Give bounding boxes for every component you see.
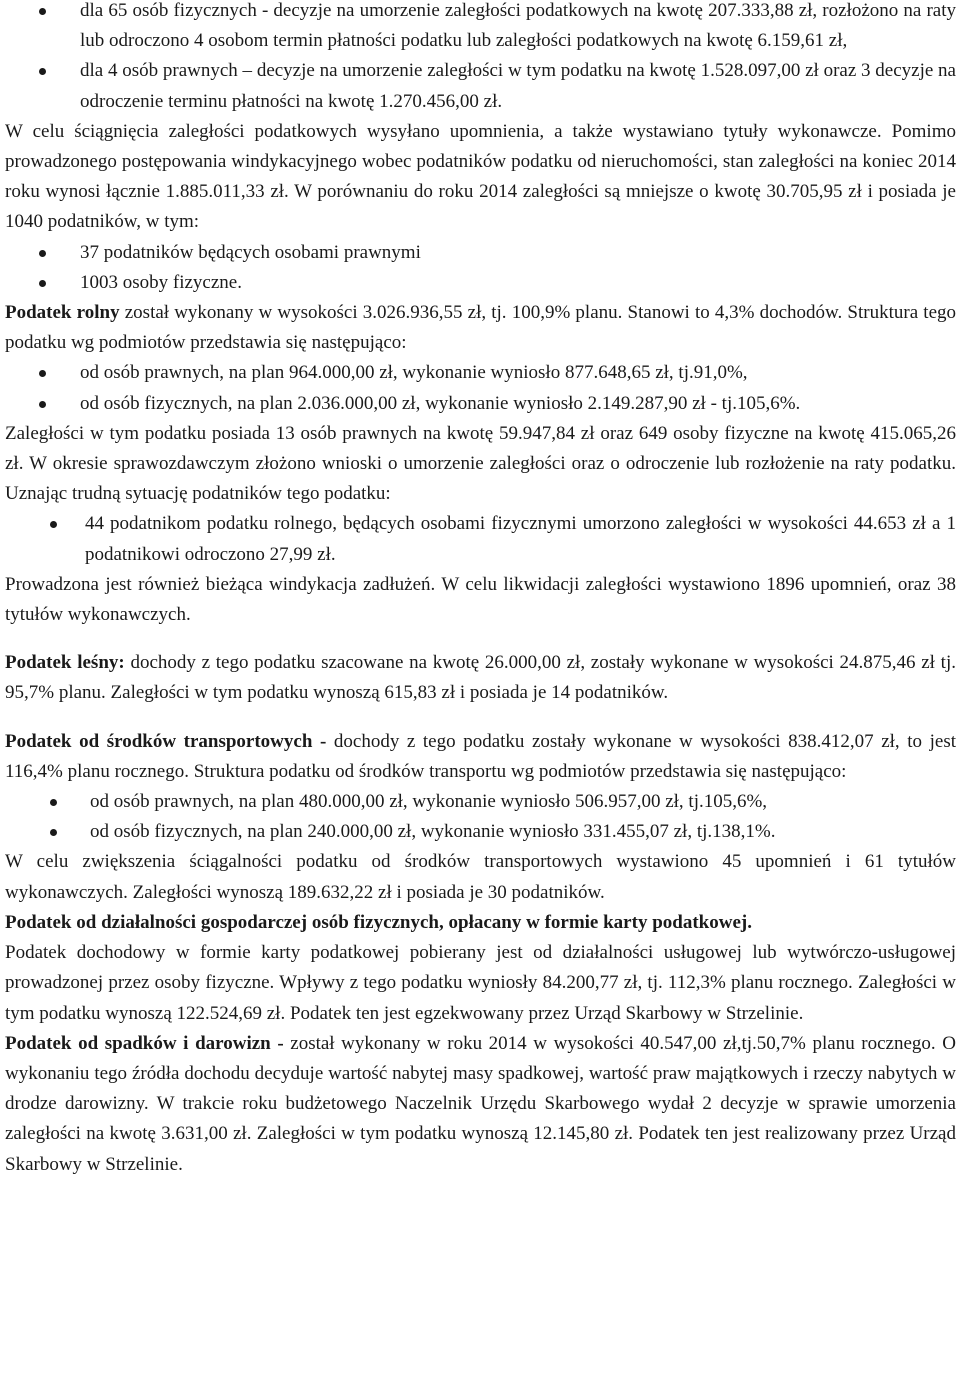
paragraph-text: dochody z tego podatku szacowane na kwotę 26.000,00 zł, zostały wykonane w wysokości 24.875,46 zł tj. 95,7% planu. Zaległości w tym podatku wynoszą 615,83 zł i posiada je 14 podatników.	[5, 652, 956, 704]
bullet-list-podatnicy	[5, 238, 956, 298]
list-item: 37 podatników będących osobami prawnymi	[5, 238, 956, 268]
list-item: 44 podatnikom podatku rolnego, będących osobami fizycznymi umorzono zaległości w wysokości 44.653 zł a 1 podatnikowi odroczono 27,99 zł.	[5, 509, 956, 569]
list-item: dla 65 osób fizycznych - decyzje na umorzenie zaległości podatkowych na kwotę 207.333,88 zł, rozłożono na raty lub odroczono 4 osobom termin płatności podatku lub zaległości podatkowych na kwotę 6.159,61 zł,	[5, 0, 956, 56]
section-heading-lesny: Podatek leśny:	[5, 652, 125, 674]
list-item: od osób fizycznych, na plan 240.000,00 zł, wykonanie wyniosło 331.455,07 zł, tj.138,1%.	[5, 817, 956, 847]
paragraph-text: dochody z tego podatku zostały wykonane w wysokości 838.412,07 zł, to jest 116,4% planu rocznego. Struktura podatku od środków transportu wg podmiotów przedstawia się następująco:	[5, 730, 956, 782]
paragraph-text: został wykonany w roku 2014 w wysokości 40.547,00 zł,tj.50,7% planu rocznego. O wykonaniu tego źródła dochodu decyduje wartość nabytej masy spadkowej, wartość praw majątkowych i rzeczy nabytych w drodze darowizny. W trakcie roku budżetowego Naczelnik Urzędu Skarbowego wydał 2 decyzje w sprawie umorzenia zaległości na kwotę 3.631,00 zł. Zaległości w tym podatku wynoszą 12.145,80 zł. Podatek ten jest realizowany przez Urząd Skarbowy w Strzelinie.	[5, 1032, 956, 1175]
section-heading-rolny: Podatek rolny	[5, 302, 120, 324]
document-page	[5, 0, 956, 1180]
paragraph-podatek-transport	[5, 727, 956, 787]
list-item: od osób prawnych, na plan 480.000,00 zł, wykonanie wyniosło 506.957,00 zł, tj.105,6%,	[5, 787, 956, 817]
bullet-list-umorzenia	[5, 0, 956, 117]
list-item: 1003 osoby fizyczne.	[5, 268, 956, 298]
paragraph-zaleglosci-nieruchomosci: W celu ściągnięcia zaległości podatkowych wysyłano upomnienia, a także wystawiano tytuły wykonawcze. Pomimo prowadzonego postępowania windykacyjnego wobec podatników podatku od nieruchomości, stan zaległości na koniec 2014 roku wynosi łącznie 1.885.011,33 zł. W porównaniu do roku 2014 zaległości są mniejsze o kwotę 30.705,95 zł i posiada je 1040 podatników, w tym:	[5, 120, 956, 233]
list-item: od osób prawnych, na plan 964.000,00 zł, wykonanie wyniosło 877.648,65 zł, tj.91,0%,	[5, 358, 956, 388]
bullet-list-rolny	[5, 358, 956, 418]
paragraph-transport-windykacja: W celu zwiększenia ściągalności podatku od środków transportowych wystawiono 45 upomnień i 61 tytułów wykonawczych. Zaległości wynoszą 189.632,22 zł i posiada je 30 podatników.	[5, 851, 956, 903]
paragraph-podatek-spadki	[5, 1029, 956, 1180]
bullet-list-rolny-umorzenie	[5, 509, 956, 569]
bullet-list-transport	[5, 787, 956, 847]
list-item: od osób fizycznych, na plan 2.036.000,00 zł, wykonanie wyniosło 2.149.287,90 zł - tj.105,6%.	[5, 389, 956, 419]
section-heading-transport: Podatek od środków transportowych -	[5, 730, 327, 752]
paragraph-podatek-rolny	[5, 298, 956, 358]
section-heading-karta	[5, 908, 956, 938]
paragraph-rolny-windykacja: Prowadzona jest również bieżąca windykacja zadłużeń. W celu likwidacji zaległości wystawiono 1896 upomnień, oraz 38 tytułów wykonawczych.	[5, 573, 956, 626]
paragraph-rolny-zaleglosci: Zaległości w tym podatku posiada 13 osób prawnych na kwotę 59.947,84 zł oraz 649 osoby fizyczne na kwotę 415.065,26 zł. W okresie sprawozdawczym złożono wnioski o umorzenie zaległości oraz o odroczenie lub rozłożenie na raty podatku. Uznając trudną sytuację podatników tego podatku:	[5, 422, 956, 505]
paragraph-karta-podatkowa: Podatek dochodowy w formie karty podatkowej pobierany jest od działalności usługowej lub wytwórczo-usługowej prowadzonej przez osoby fizyczne. Wpływy z tego podatku wyniosły 84.200,77 zł, tj. 112,3% planu rocznego. Zaległości w tym podatku wynoszą 122.524,69 zł. Podatek ten jest egzekwowany przez Urząd Skarbowy w Strzelinie.	[5, 942, 956, 1024]
paragraph-podatek-lesny	[5, 648, 956, 708]
heading-text: Podatek od działalności gospodarczej osób fizycznych, opłacany w formie karty podatkowej.	[5, 911, 752, 933]
list-item: dla 4 osób prawnych – decyzje na umorzenie zaległości w tym podatku na kwotę 1.528.097,00 zł oraz 3 decyzje na odroczenie terminu płatności na kwotę 1.270.456,00 zł.	[5, 56, 956, 116]
paragraph-text: został wykonany w wysokości 3.026.936,55 zł, tj. 100,9% planu. Stanowi to 4,3% dochodów. Struktura tego podatku wg podmiotów przedstawia się następująco:	[5, 302, 957, 354]
section-heading-spadki: Podatek od spadków i darowizn -	[5, 1032, 284, 1054]
